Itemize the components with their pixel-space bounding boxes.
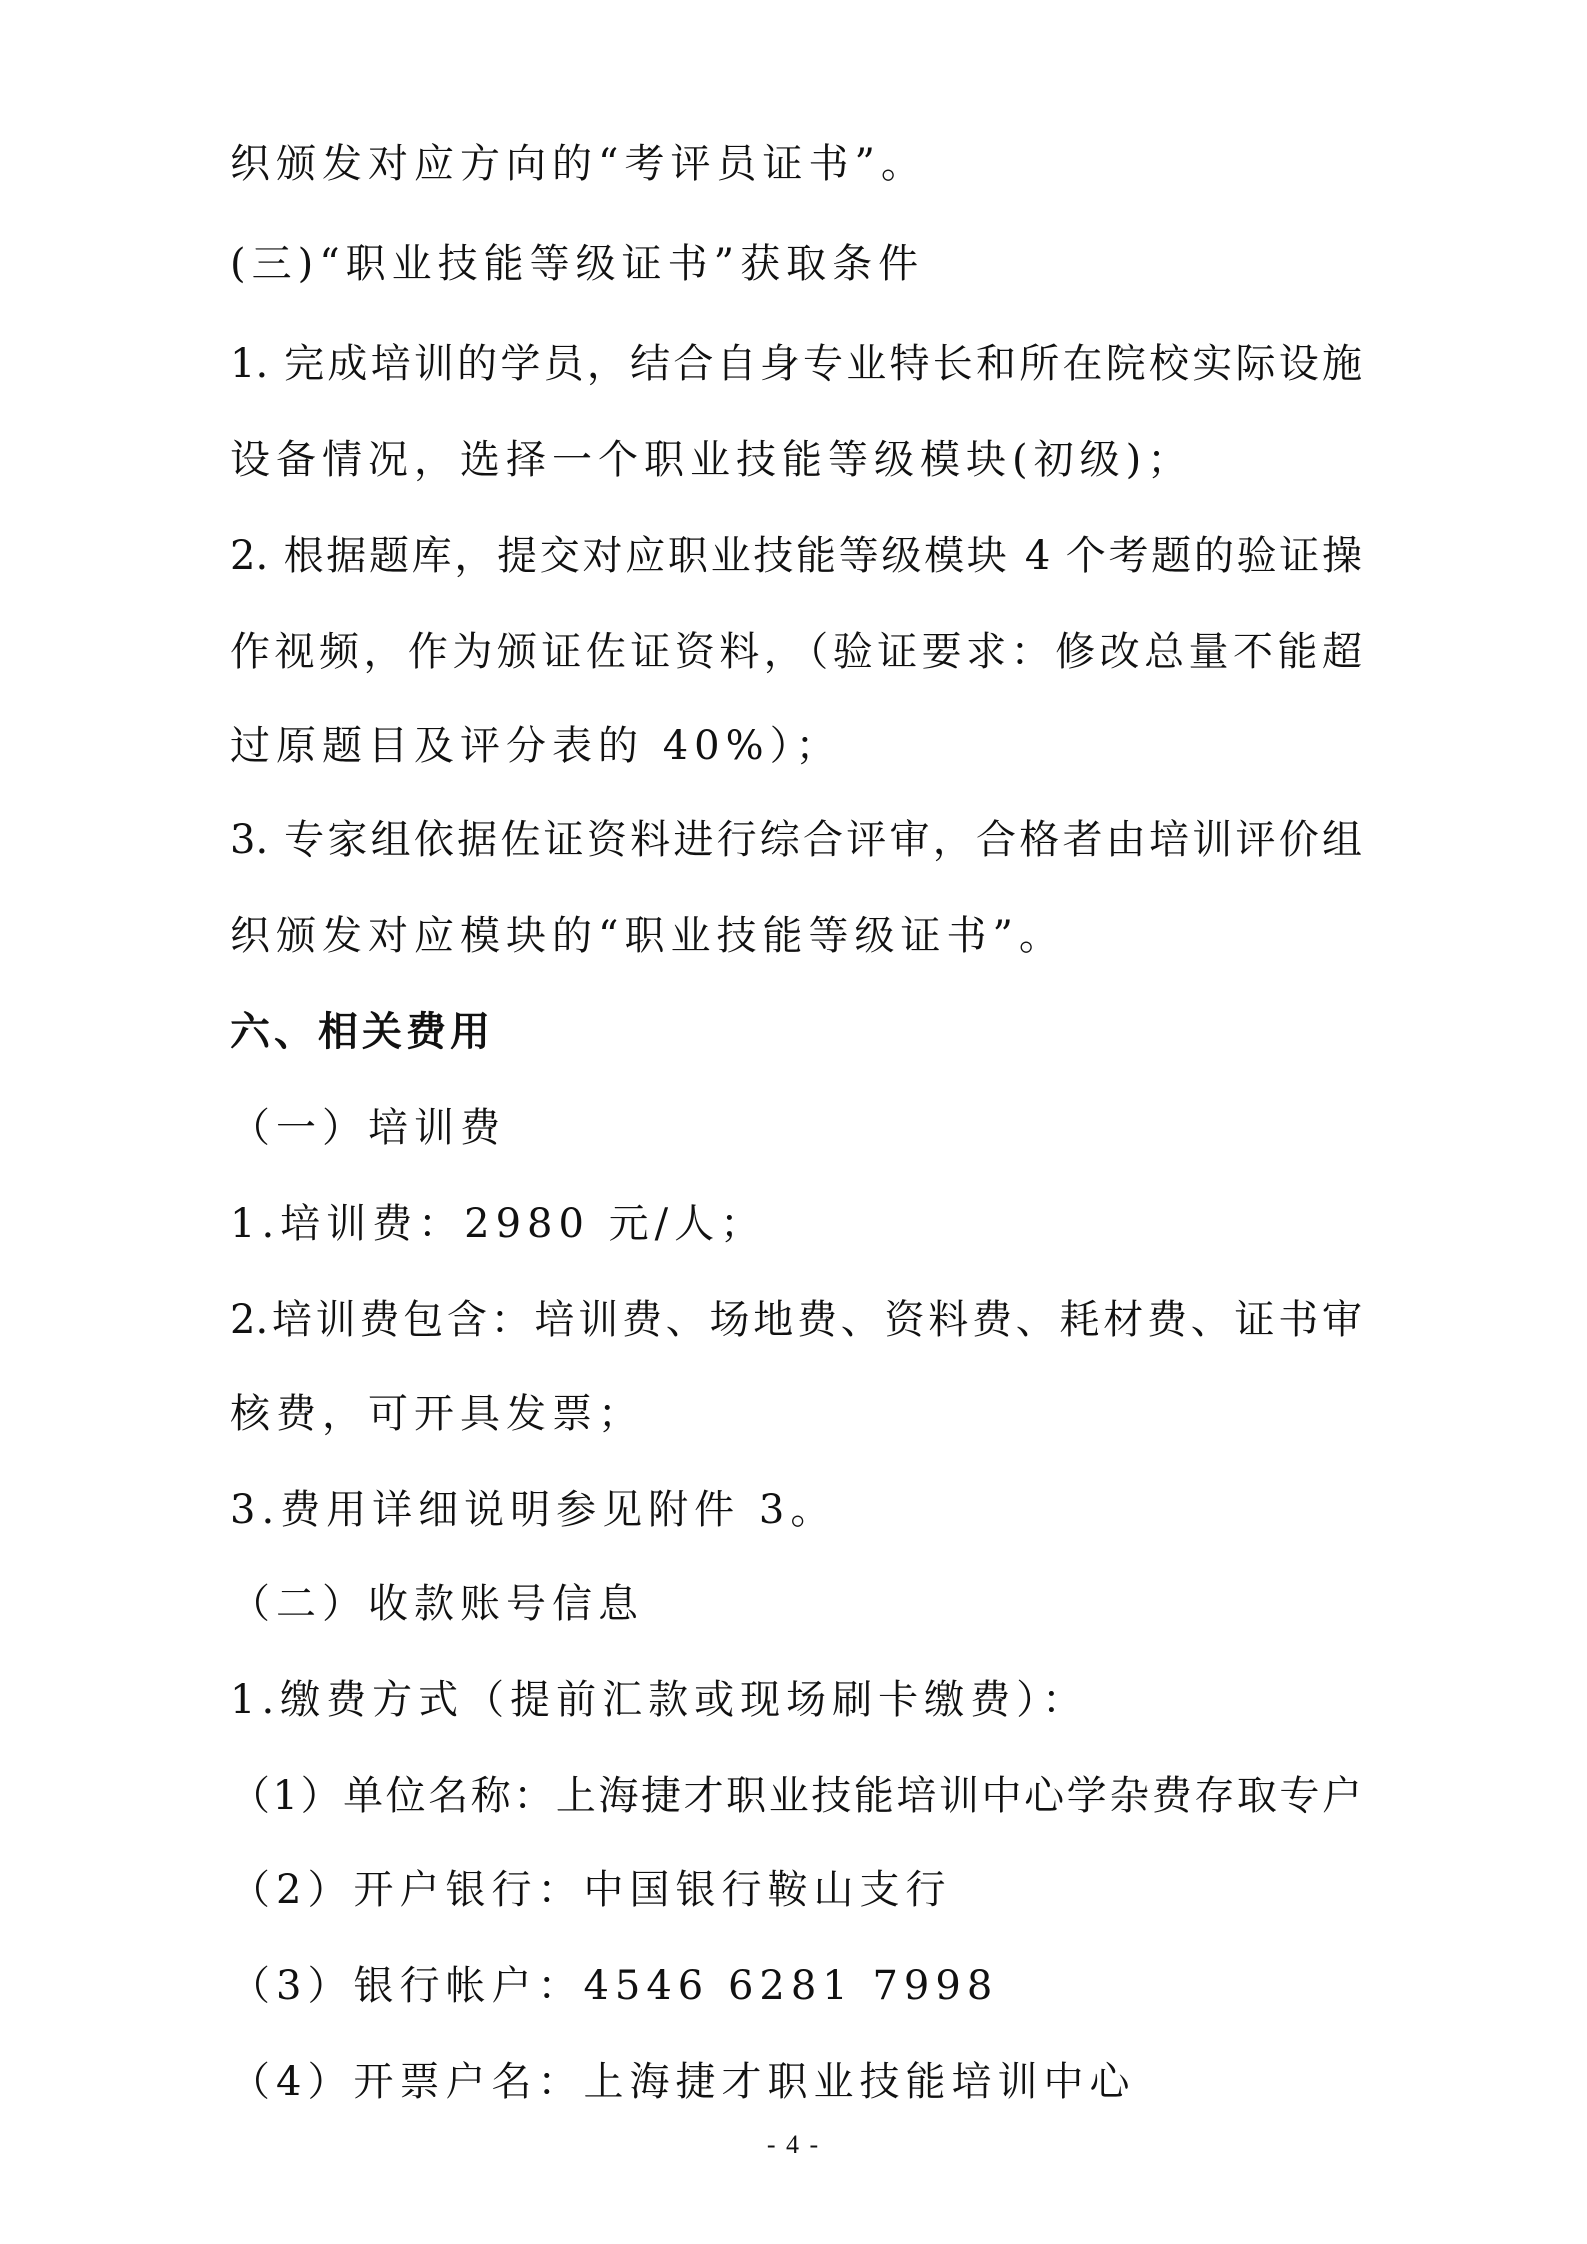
paragraph-line: 作视频，作为颁证佐证资料，（验证要求：修改总量不能超 [230,629,1362,675]
subsection-heading: (三)“职业技能等级证书”获取条件 [230,241,925,287]
paragraph-line: 1. 完成培训的学员，结合自身专业特长和所在院校实际设施 [230,341,1362,387]
paragraph-line: 织颁发对应方向的“考评员证书”。 [230,141,927,187]
paragraph-line: 2.培训费包含：培训费、场地费、资料费、耗材费、证书审 [230,1297,1362,1343]
paragraph-line: 核费，可开具发票； [230,1391,644,1437]
paragraph-line: 设备情况，选择一个职业技能等级模块(初级)； [230,437,1194,483]
account-info-line: （2）开户银行：中国银行鞍山支行 [230,1867,952,1913]
subsection-heading: （一）培训费 [230,1105,506,1151]
account-info-line: （4）开票户名：上海捷才职业技能培训中心 [230,2059,1136,2105]
subsection-heading: （二）收款账号信息 [230,1581,644,1627]
account-info-line: （1）单位名称：上海捷才职业技能培训中心学杂费存取专户 [230,1773,1362,1819]
paragraph-line: 3.费用详细说明参见附件 3。 [230,1487,837,1533]
page-number: - 4 - [766,2130,821,2159]
paragraph-line: 1.培训费：2980 元/人； [230,1201,767,1247]
paragraph-line: 过原题目及评分表的 40%）； [230,723,842,769]
paragraph-line: 织颁发对应模块的“职业技能等级证书”。 [230,913,1065,959]
paragraph-line: 3. 专家组依据佐证资料进行综合评审，合格者由培训评价组 [230,817,1362,863]
paragraph-line: 2. 根据题库，提交对应职业技能等级模块 4 个考题的验证操 [230,533,1362,579]
paragraph-line: 1.缴费方式（提前汇款或现场刷卡缴费）： [230,1677,1089,1723]
account-info-line: （3）银行帐户：4546 6281 7998 [230,1963,999,2009]
section-heading: 六、相关费用 [230,1009,494,1055]
